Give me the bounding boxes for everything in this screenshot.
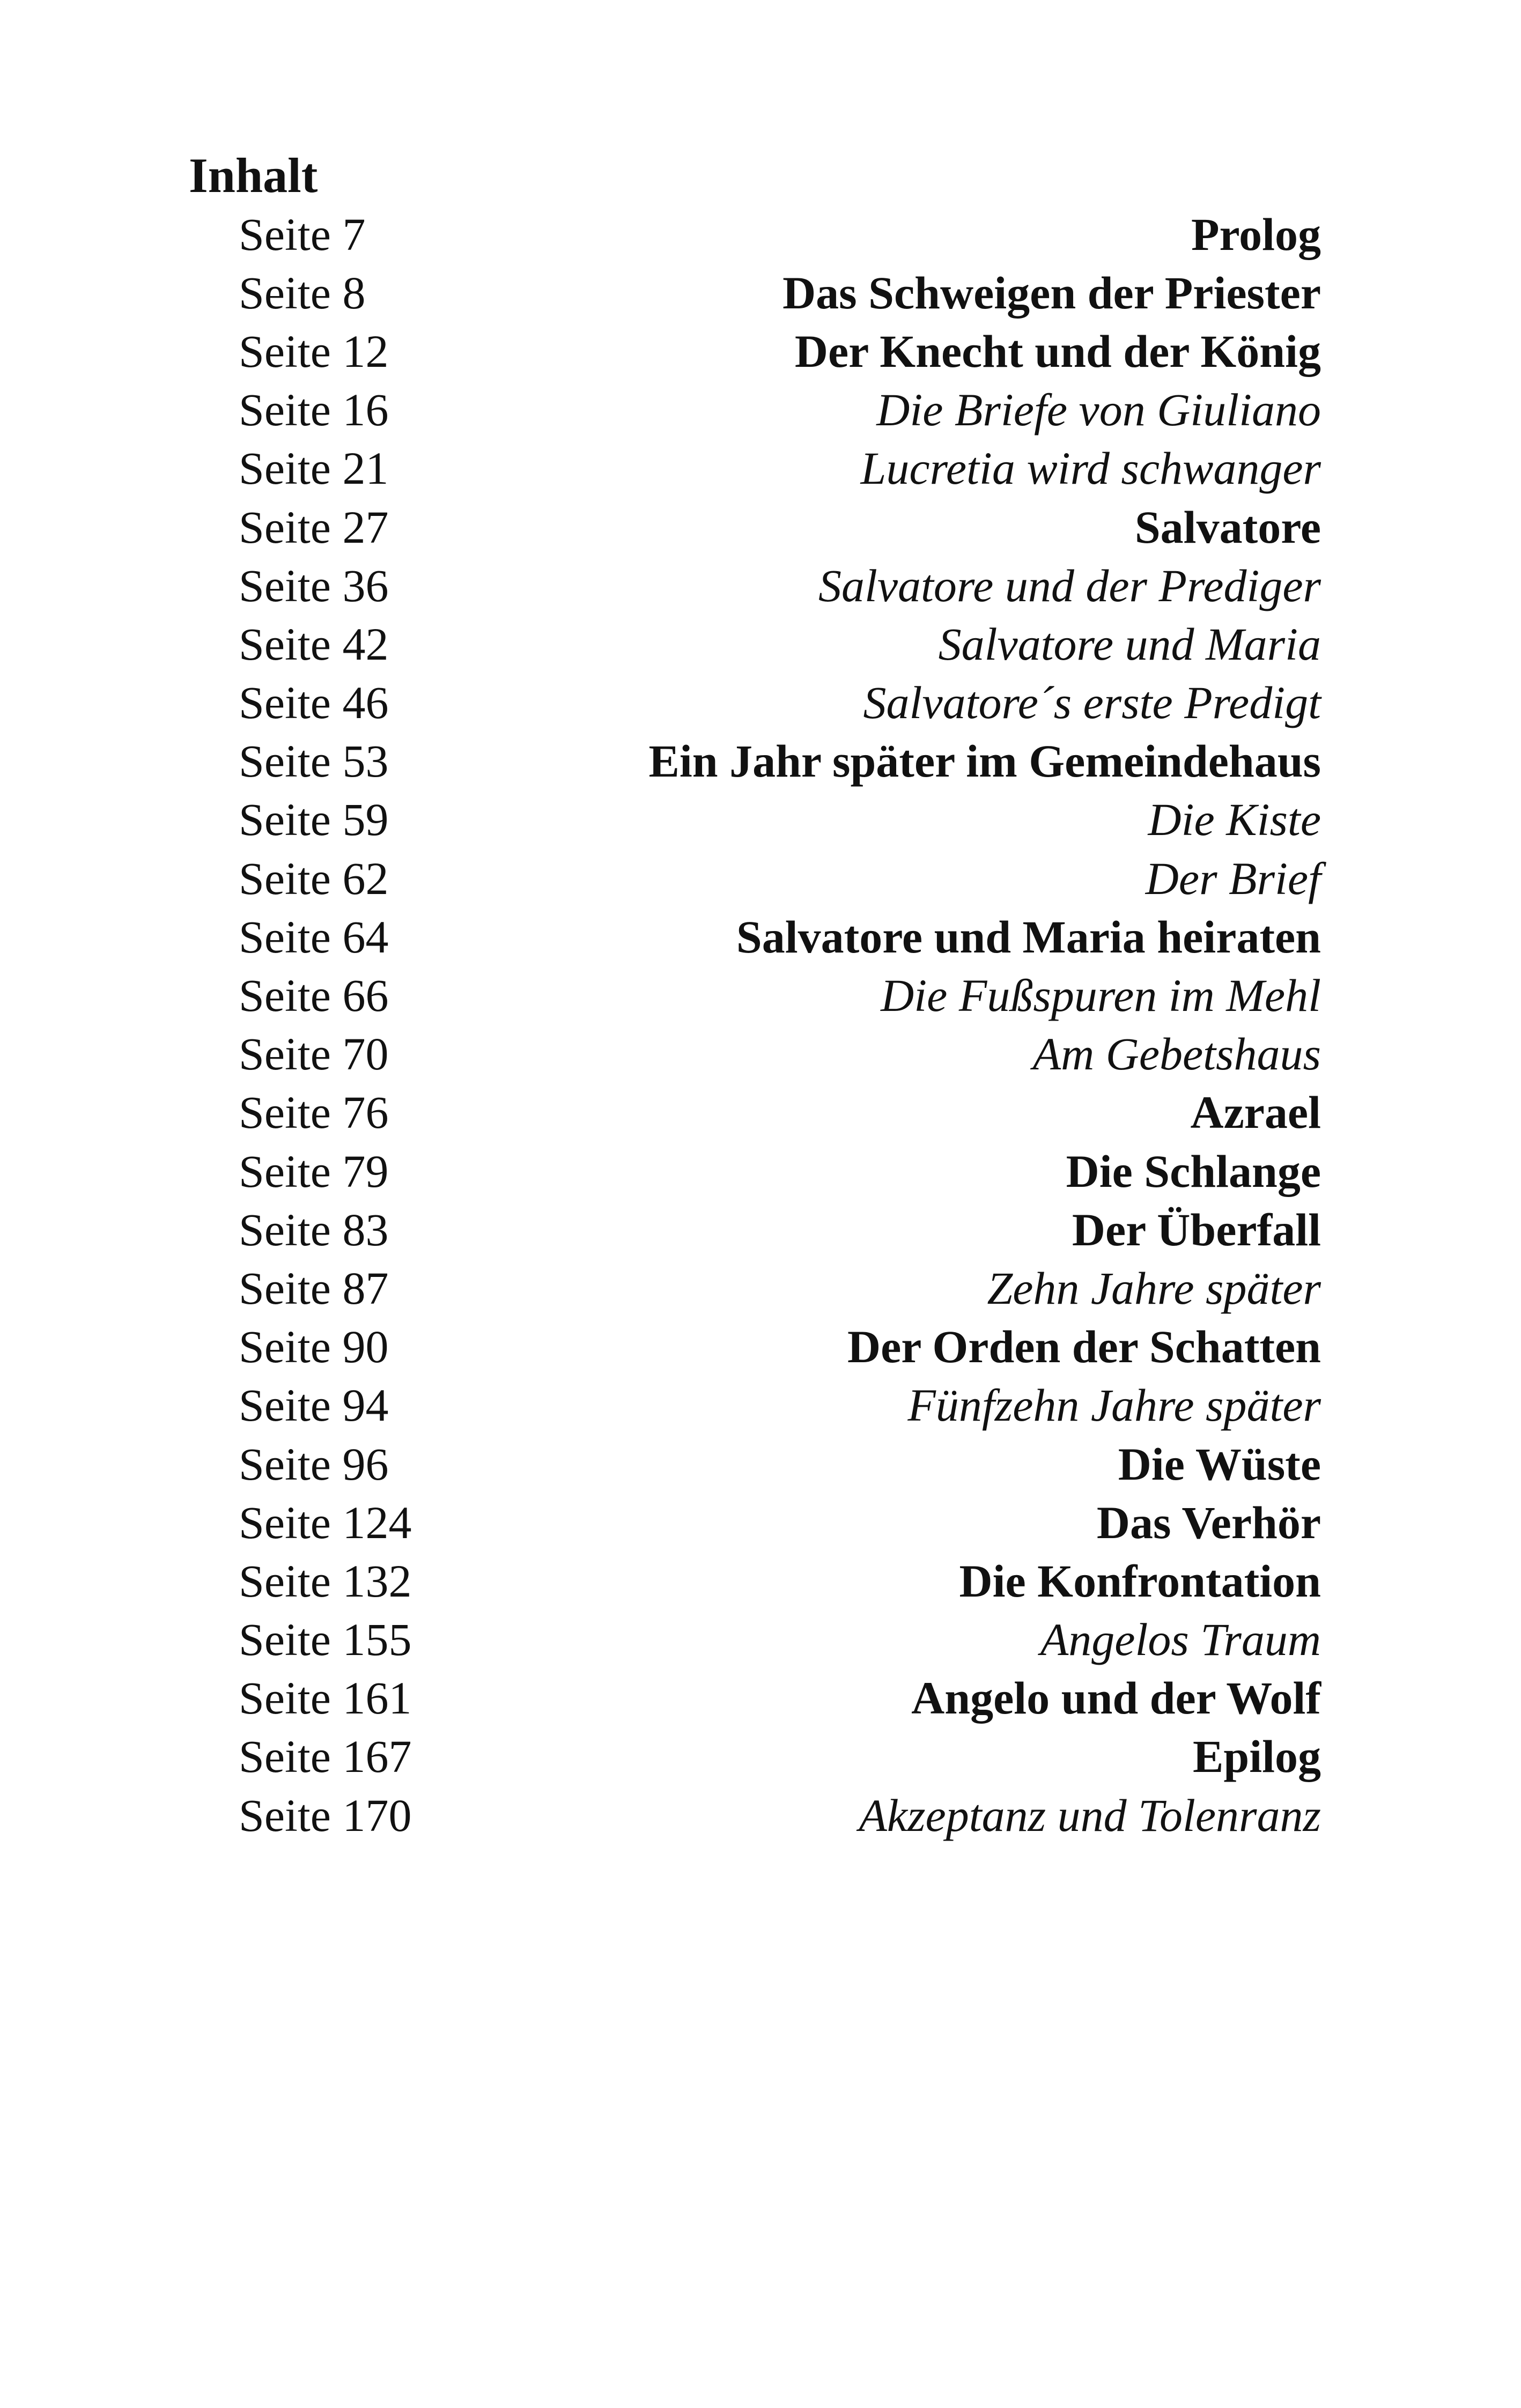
toc-entry-page: Seite 64 xyxy=(239,911,389,963)
toc-entry-title: Die Wüste xyxy=(1118,1438,1321,1490)
toc-entry-title: Zehn Jahre später xyxy=(987,1262,1321,1314)
toc-entry xyxy=(239,1669,1321,1727)
toc-entry xyxy=(239,907,1321,966)
toc-entry xyxy=(239,1611,1321,1669)
toc-entry-page: Seite 90 xyxy=(239,1321,389,1373)
toc-entry-title: Am Gebetshaus xyxy=(1032,1028,1321,1080)
toc-entry xyxy=(239,1552,1321,1610)
toc-entry-page: Seite 46 xyxy=(239,677,389,729)
toc-entry-page: Seite 16 xyxy=(239,384,389,436)
toc-entry-page: Seite 59 xyxy=(239,794,389,846)
toc-entry-title: Salvatore und der Prediger xyxy=(818,559,1321,611)
toc-entry-page: Seite 161 xyxy=(239,1672,412,1724)
toc-entry xyxy=(239,1083,1321,1142)
toc-entry xyxy=(239,1025,1321,1083)
toc-entry xyxy=(239,615,1321,673)
toc-entry-title: Angelo und der Wolf xyxy=(911,1672,1321,1724)
toc-entry xyxy=(239,1786,1321,1844)
toc-entry-page: Seite 27 xyxy=(239,501,389,553)
toc-entry xyxy=(239,263,1321,322)
toc-entry-title: Das Verhör xyxy=(1096,1496,1321,1548)
toc-entry-title: Der Überfall xyxy=(1072,1203,1321,1255)
toc-entry-page: Seite 170 xyxy=(239,1789,412,1841)
toc-entry-page: Seite 167 xyxy=(239,1731,412,1783)
toc-entry-title: Fünfzehn Jahre später xyxy=(907,1379,1321,1431)
toc-entry-page: Seite 87 xyxy=(239,1262,389,1314)
toc-entry-page: Seite 132 xyxy=(239,1555,412,1607)
toc-entry-title: Azrael xyxy=(1190,1087,1321,1139)
toc-entry xyxy=(239,1435,1321,1493)
toc-entry xyxy=(239,674,1321,732)
toc-entry-title: Angelos Traum xyxy=(1040,1614,1321,1666)
toc-entry-title: Lucretia wird schwanger xyxy=(860,442,1321,494)
toc-entry xyxy=(239,1493,1321,1552)
toc-entry-title: Salvatore und Maria heiraten xyxy=(736,911,1321,963)
toc-entry-title: Akzeptanz und Tolenranz xyxy=(859,1789,1321,1841)
toc-entry xyxy=(239,732,1321,791)
toc-entry-page: Seite 124 xyxy=(239,1496,412,1548)
toc-entry-page: Seite 70 xyxy=(239,1028,389,1080)
toc-entry-title: Salvatore´s erste Predigt xyxy=(863,677,1321,729)
toc-entry-title: Die Konfrontation xyxy=(959,1555,1321,1607)
toc-entry-title: Die Fußspuren im Mehl xyxy=(881,970,1321,1022)
toc-entry-page: Seite 79 xyxy=(239,1145,389,1197)
toc-entry-page: Seite 76 xyxy=(239,1087,389,1139)
toc-entry xyxy=(239,1200,1321,1259)
toc-entry xyxy=(239,791,1321,849)
toc-entry-page: Seite 83 xyxy=(239,1203,389,1255)
toc-entry xyxy=(239,381,1321,439)
toc-entry-page: Seite 53 xyxy=(239,735,389,787)
toc-entry xyxy=(239,1318,1321,1376)
toc-entry xyxy=(239,1727,1321,1786)
toc-entry xyxy=(239,966,1321,1024)
toc-entry-title: Ein Jahr später im Gemeindehaus xyxy=(648,735,1321,787)
toc-entry-title: Das Schweigen der Priester xyxy=(782,267,1321,319)
toc-entry-page: Seite 94 xyxy=(239,1379,389,1431)
toc-entry-page: Seite 21 xyxy=(239,442,389,494)
toc-entry xyxy=(239,556,1321,615)
toc-entry-page: Seite 42 xyxy=(239,618,389,670)
toc-entry-title: Epilog xyxy=(1193,1731,1321,1783)
toc-entry-title: Salvatore xyxy=(1134,501,1321,553)
toc-entry-page: Seite 36 xyxy=(239,559,389,611)
toc-entry-page: Seite 8 xyxy=(239,267,366,319)
toc-entry-title: Die Briefe von Giuliano xyxy=(876,384,1321,436)
toc-entry-page: Seite 62 xyxy=(239,852,389,904)
toc-entry-page: Seite 12 xyxy=(239,325,389,377)
toc-entry xyxy=(239,1259,1321,1317)
toc-entry-title: Der Brief xyxy=(1145,852,1321,904)
toc-entry-title: Der Knecht und der König xyxy=(794,325,1321,377)
toc-entry-title: Der Orden der Schatten xyxy=(847,1321,1321,1373)
toc-entry-title: Die Schlange xyxy=(1066,1145,1321,1197)
toc-entry-page: Seite 66 xyxy=(239,970,389,1022)
toc-entry xyxy=(239,1376,1321,1435)
toc-entry-page: Seite 96 xyxy=(239,1438,389,1490)
toc-entry-page: Seite 155 xyxy=(239,1614,412,1666)
toc-entry xyxy=(239,205,1321,263)
toc-entry xyxy=(239,498,1321,556)
toc-heading: Inhalt xyxy=(189,148,318,203)
toc-entry-page: Seite 7 xyxy=(239,208,366,260)
toc-entry-title: Prolog xyxy=(1191,208,1321,260)
toc-entry xyxy=(239,322,1321,380)
toc-entry-title: Salvatore und Maria xyxy=(938,618,1321,670)
toc-entry xyxy=(239,849,1321,907)
toc-list xyxy=(239,205,1321,1844)
toc-entry xyxy=(239,439,1321,498)
toc-entry-title: Die Kiste xyxy=(1148,794,1321,846)
toc-entry xyxy=(239,1142,1321,1200)
